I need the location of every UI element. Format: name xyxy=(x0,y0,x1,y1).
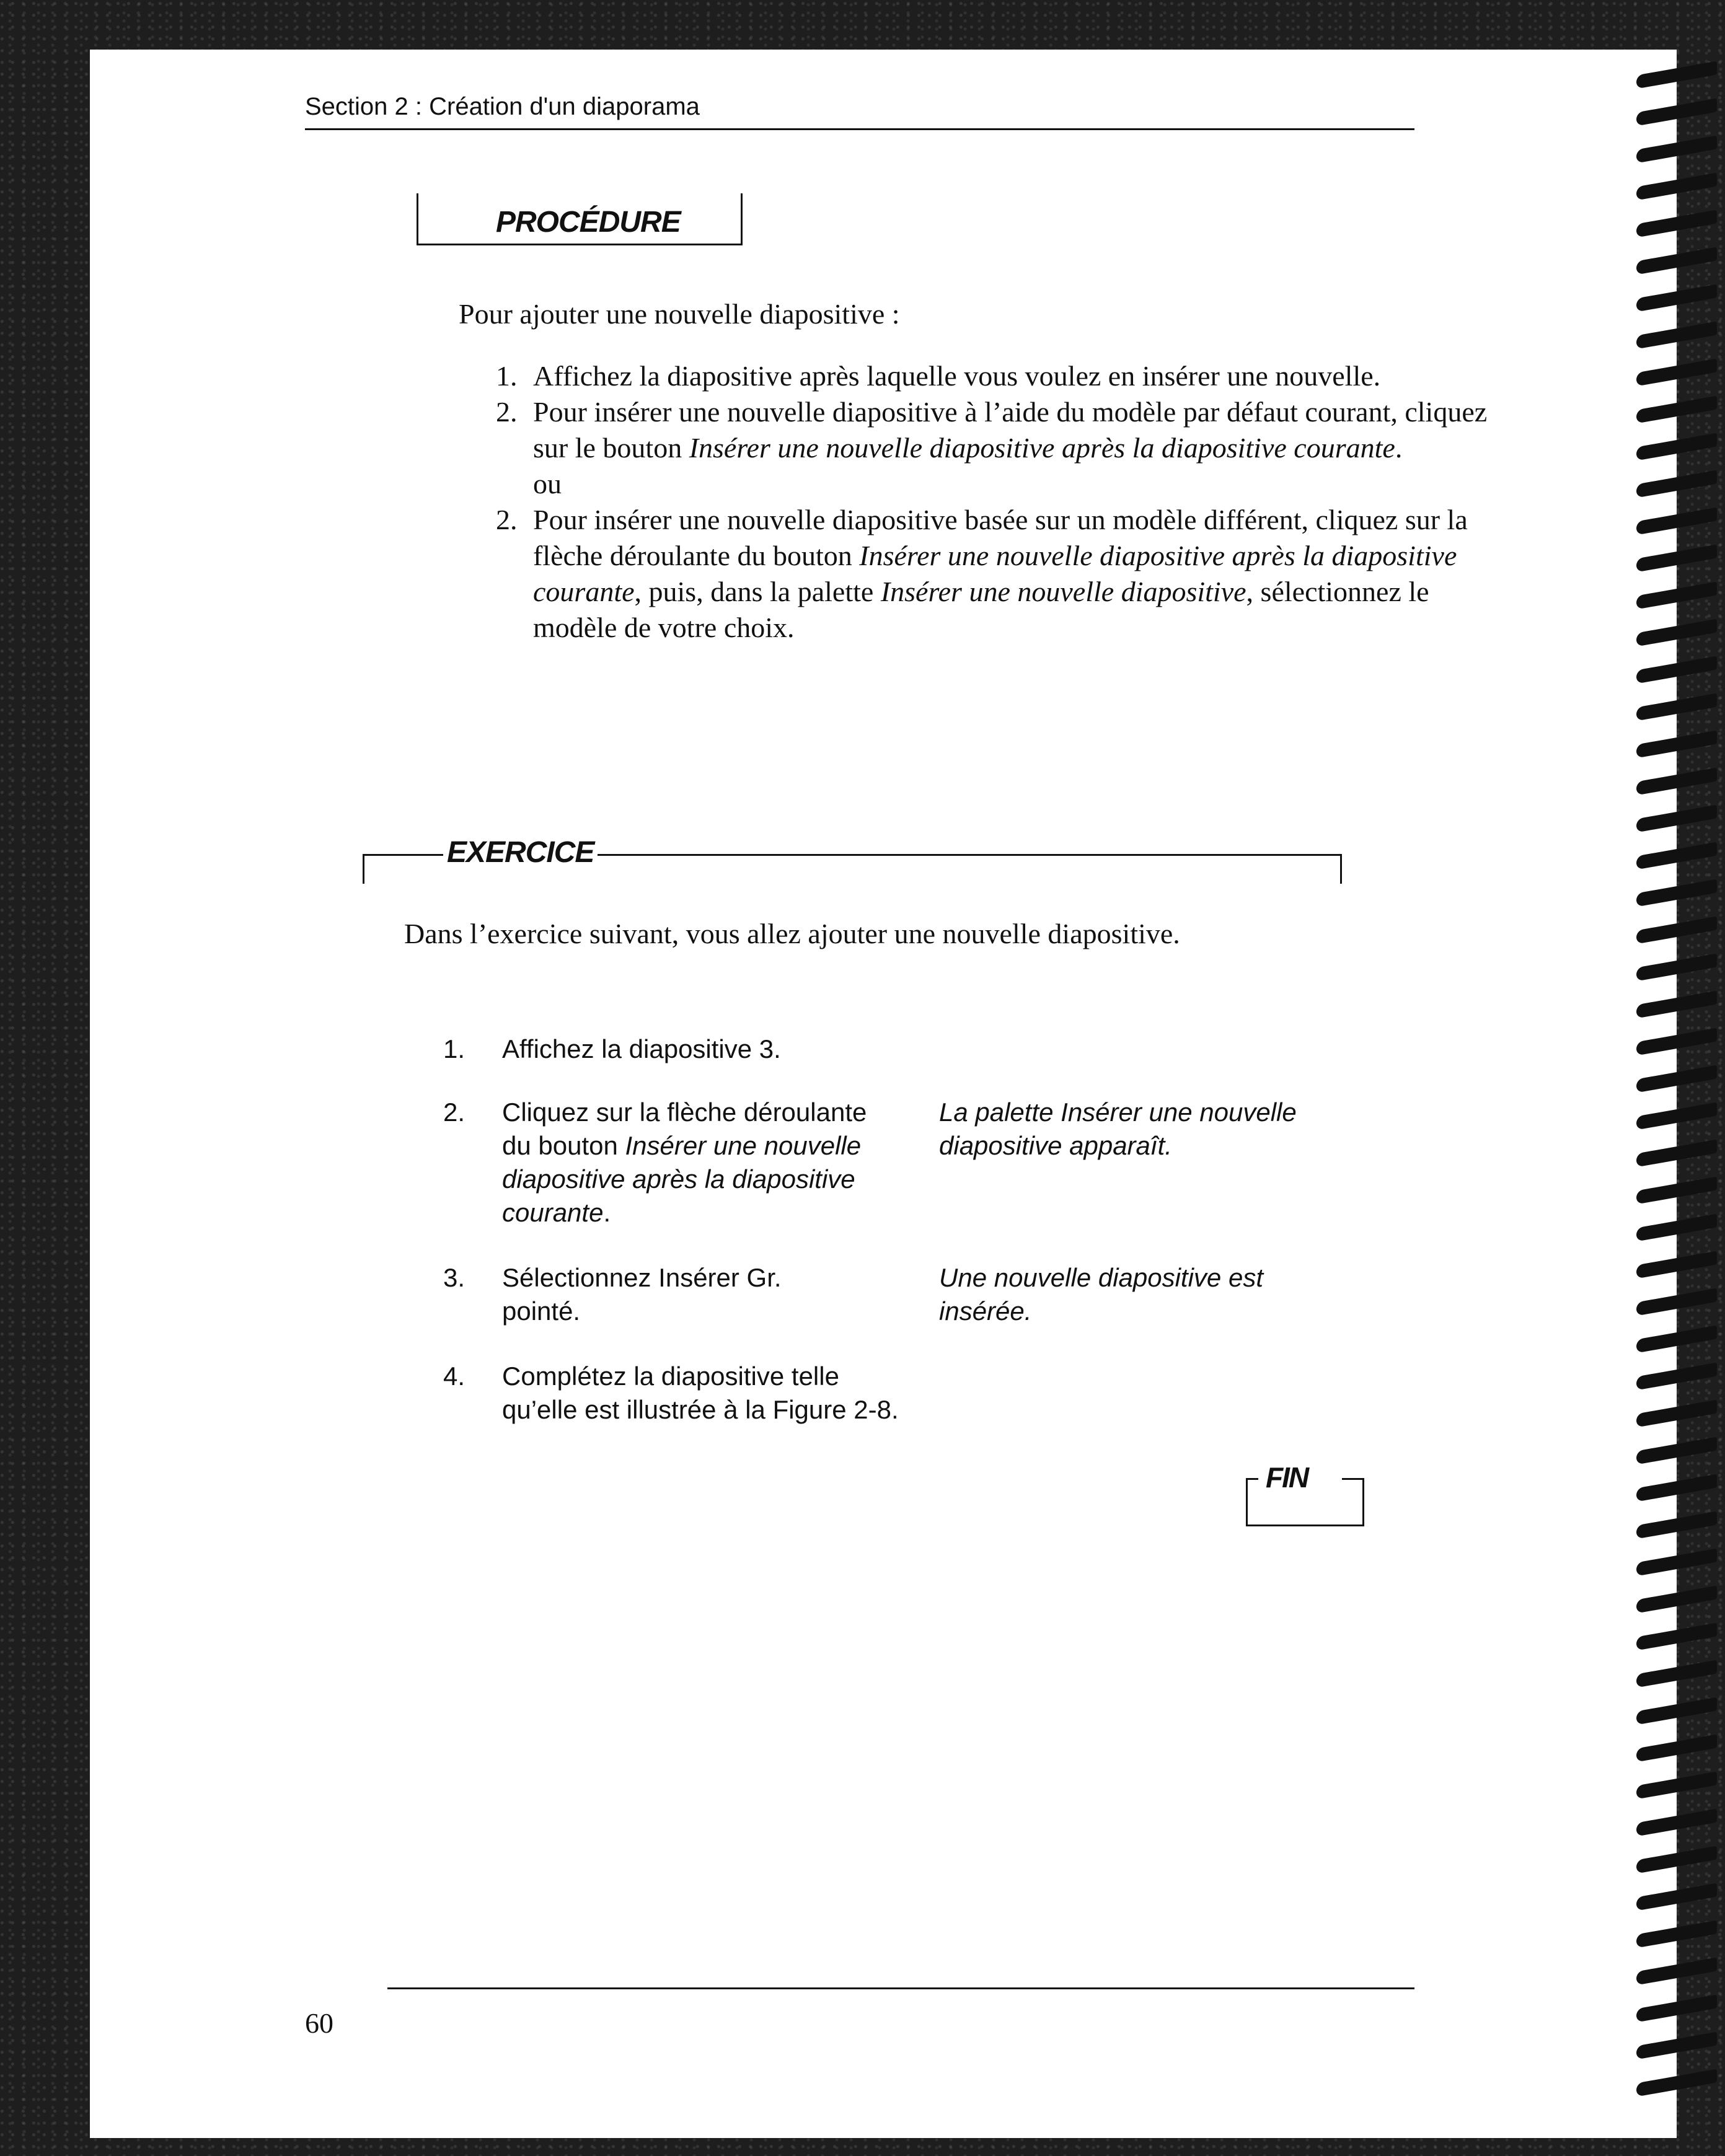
spiral-coil xyxy=(1636,1251,1717,1279)
spiral-coil xyxy=(1636,619,1717,647)
end-frame-top-right xyxy=(1342,1478,1362,1480)
spiral-coil xyxy=(1636,842,1717,870)
spiral-coil xyxy=(1636,1549,1717,1577)
spiral-coil xyxy=(1636,2032,1717,2060)
exercise-step-result: La palette Insérer une nouvelle diapositive apparaît. xyxy=(939,1098,1297,1160)
step-number: 2. xyxy=(496,396,518,428)
spiral-coil xyxy=(1636,1065,1717,1093)
spiral-coil xyxy=(1636,136,1717,164)
spiral-coil xyxy=(1636,322,1717,350)
procedure-step xyxy=(496,394,1488,466)
spiral-coil xyxy=(1636,1214,1717,1242)
spiral-coil xyxy=(1636,1437,1717,1465)
spiral-coil xyxy=(1636,1772,1717,1800)
button-name: Insérer une nouvelle diapositive après la diapositive courante xyxy=(533,540,1457,607)
spiral-coil xyxy=(1636,879,1717,907)
step-number: 1. xyxy=(496,360,518,392)
spiral-coil xyxy=(1636,1474,1717,1502)
spiral-coil xyxy=(1636,1623,1717,1651)
spiral-coil xyxy=(1636,2069,1717,2097)
spiral-coil xyxy=(1636,917,1717,944)
button-name: Insérer une nouvelle diapositive après la diapositive courante xyxy=(689,432,1395,464)
spiral-coil xyxy=(1636,1660,1717,1688)
step-text: , sélectionnez le modèle de votre choix. xyxy=(533,576,1429,643)
spiral-coil xyxy=(1636,247,1717,275)
end-frame-top-left xyxy=(1246,1478,1258,1480)
step-text-part: Cliquez sur la flèche déroulante du bouton xyxy=(502,1098,867,1160)
exercise-frame-left xyxy=(363,854,364,884)
exercise-step-result: Une nouvelle diapositive est insérée. xyxy=(939,1263,1263,1326)
exercise-title: EXERCICE xyxy=(443,835,598,869)
header-rule xyxy=(305,128,1414,130)
exercise-step-text: Complétez la diapositive telle qu’elle est illustrée à la Figure 2-8. xyxy=(502,1362,899,1424)
spiral-coil xyxy=(1636,1363,1717,1391)
step-text: Affichez la diapositive après laquelle vous voulez en insérer une nouvelle. xyxy=(533,360,1381,392)
spiral-coil xyxy=(1636,1846,1717,1874)
spiral-coil xyxy=(1636,1735,1717,1762)
exercise-step-number: 4. xyxy=(443,1362,465,1391)
footer-rule xyxy=(387,1987,1414,1989)
spiral-coil xyxy=(1636,210,1717,238)
spiral-coil xyxy=(1636,1883,1717,1911)
spiral-coil xyxy=(1636,1995,1717,2023)
section-header: Section 2 : Création d'un diaporama xyxy=(305,93,700,120)
spiral-coil xyxy=(1636,508,1717,535)
exercise-step-number: 3. xyxy=(443,1263,465,1292)
spiral-coil xyxy=(1636,433,1717,461)
exercise-step-text: Sélectionnez Insérer Gr. pointé. xyxy=(502,1263,782,1326)
procedure-steps xyxy=(496,358,1488,646)
step-text: . xyxy=(1395,432,1403,464)
spiral-coil xyxy=(1636,284,1717,312)
exercise-intro: Dans l’exercice suivant, vous allez ajouter une nouvelle diapositive. xyxy=(404,918,1180,949)
or-label: ou xyxy=(533,468,562,499)
spiral-coil xyxy=(1636,470,1717,498)
procedure-step xyxy=(496,358,1488,394)
spiral-coil xyxy=(1636,656,1717,684)
spiral-coil xyxy=(1636,1140,1717,1168)
spiral-coil xyxy=(1636,1958,1717,1986)
spiral-coil xyxy=(1636,1288,1717,1316)
step-text-part: . xyxy=(603,1198,611,1227)
end-label: FIN xyxy=(1266,1461,1308,1494)
spiral-coil xyxy=(1636,731,1717,759)
spiral-coil xyxy=(1636,693,1717,721)
spiral-coil xyxy=(1636,1400,1717,1428)
exercise-step-text xyxy=(502,1096,874,1230)
spiral-coil xyxy=(1636,768,1717,796)
spiral-coil xyxy=(1636,1177,1717,1205)
spiral-coil xyxy=(1636,396,1717,424)
step-text: Pour insérer une nouvelle diapositive à l’aide du modèle par défaut courant, cliquez sur le bouton xyxy=(533,396,1488,464)
step-number: 2. xyxy=(496,504,518,535)
exercise-frame-right xyxy=(1340,854,1342,884)
spiral-coil xyxy=(1636,1028,1717,1056)
spiral-coil xyxy=(1636,359,1717,387)
procedure-title: PROCÉDURE xyxy=(490,205,687,239)
procedure-step xyxy=(496,502,1488,646)
exercise-step-number: 2. xyxy=(443,1098,465,1127)
spiral-coil xyxy=(1636,173,1717,201)
spiral-coil xyxy=(1636,1102,1717,1130)
spiral-coil xyxy=(1636,1511,1717,1539)
spiral-coil xyxy=(1636,1326,1717,1353)
exercise-step-number: 1. xyxy=(443,1034,465,1063)
exercise-step-text: Affichez la diapositive 3. xyxy=(502,1034,781,1063)
spiral-coil xyxy=(1636,1809,1717,1837)
spiral-coil xyxy=(1636,991,1717,1019)
spiral-binding xyxy=(1624,68,1725,2126)
spiral-coil xyxy=(1636,1697,1717,1725)
palette-name: Insérer une nouvelle diapositive xyxy=(880,576,1246,607)
spiral-coil xyxy=(1636,582,1717,610)
page-number: 60 xyxy=(305,2007,333,2039)
procedure-intro: Pour ajouter une nouvelle diapositive : xyxy=(459,298,900,330)
spiral-coil xyxy=(1636,954,1717,982)
step-text: Pour insérer une nouvelle diapositive basée sur un modèle différent, cliquez sur la flèche déroulante du bouton xyxy=(533,504,1468,571)
spiral-coil xyxy=(1636,805,1717,833)
spiral-coil xyxy=(1636,1921,1717,1948)
spiral-coil xyxy=(1636,545,1717,573)
spiral-coil xyxy=(1636,1586,1717,1614)
spiral-coil xyxy=(1636,99,1717,126)
button-name: Insérer une nouvelle diapositive après la diapositive courante xyxy=(502,1131,862,1227)
step-text: , puis, dans la palette xyxy=(634,576,881,607)
